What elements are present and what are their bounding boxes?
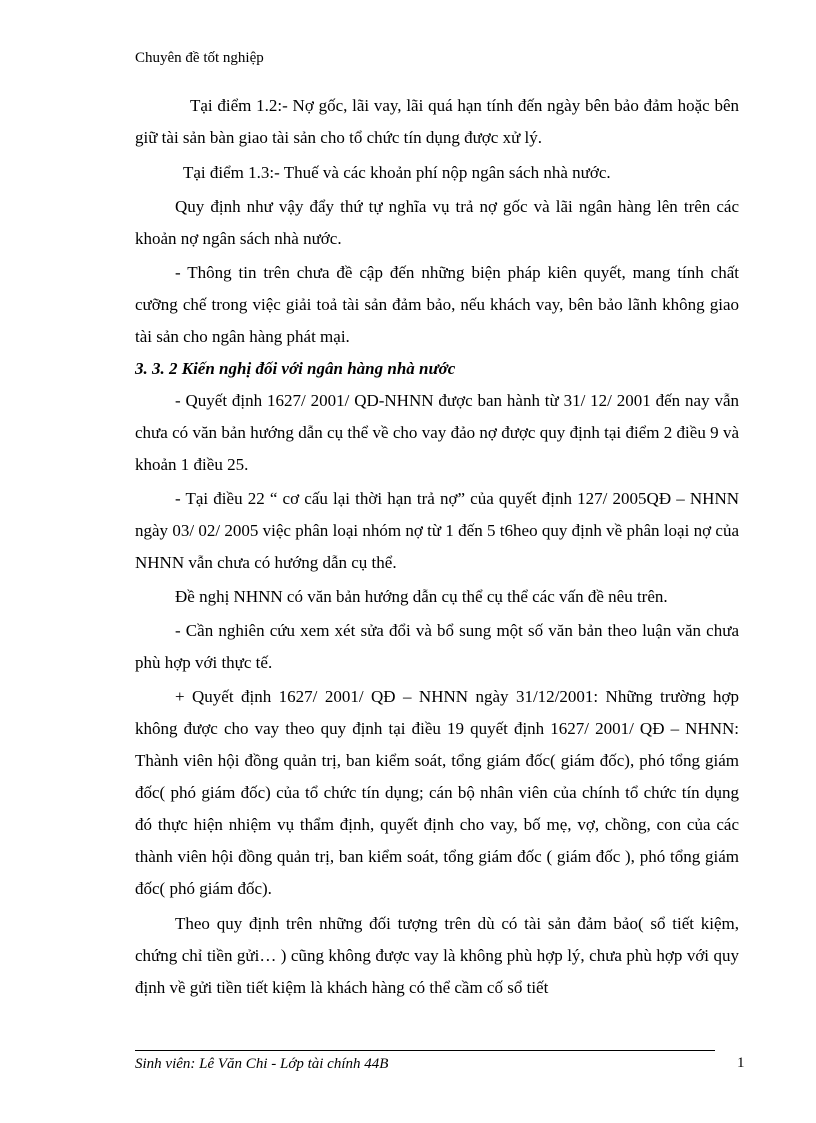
page-number: 1 [737, 1055, 745, 1071]
paragraph: - Tại điều 22 “ cơ cấu lại thời hạn trả nợ” của quyết định 127/ 2005QĐ – NHNN ngày 03/ 02/ 2005 việc phân loại nhóm nợ từ 1 đến 5 t6heo quy định về phân loại nợ của NHNN vẫn chưa có hướng dẫn cụ thể. [135, 489, 739, 572]
paragraph: Tại điểm 1.3:- Thuế và các khoản phí nộp ngân sách nhà nước. [183, 163, 611, 182]
running-header: Chuyên đề tốt nghiệp [135, 50, 264, 66]
footer-divider [135, 1050, 715, 1051]
document-body [135, 90, 739, 1004]
paragraph: Quy định như vậy đẩy thứ tự nghĩa vụ trả nợ gốc và lãi ngân hàng lên trên các khoản nợ ngân sách nhà nước. [135, 197, 739, 248]
paragraph: - Quyết định 1627/ 2001/ QD-NHNN được ban hành từ 31/ 12/ 2001 đến nay vẫn chưa có văn bản hướng dẫn cụ thể về cho vay đảo nợ được quy định tại điểm 2 điều 9 và khoản 1 điều 25. [135, 391, 739, 474]
paragraph: Đề nghị NHNN có văn bản hướng dẫn cụ thể cụ thể các vấn đề nêu trên. [175, 587, 668, 606]
footer-student-info: Sinh viên: Lê Văn Chi - Lớp tài chính 44B [135, 1056, 389, 1072]
paragraph: - Cần nghiên cứu xem xét sửa đổi và bổ sung một số văn bản theo luận văn chưa phù hợp với thực tế. [135, 621, 739, 672]
section-heading: 3. 3. 2 Kiến nghị đối với ngân hàng nhà nước [135, 359, 456, 378]
paragraph: + Quyết định 1627/ 2001/ QĐ – NHNN ngày 31/12/2001: Những trường hợp không được cho vay theo quy định tại điều 19 quyết định 1627/ 2001/ QĐ – NHNN: Thành viên hội đồng quản trị, ban kiểm soát, tổng giám đốc( giám đốc), phó tổng giám đốc( phó giám đốc) của tổ chức tín dụng; cán bộ nhân viên của chính tổ chức tín dụng đó thực hiện nhiệm vụ thẩm định, quyết định cho vay, bố mẹ, vợ, chồng, con của các thành viên hội đồng quản trị, ban kiểm soát, tổng giám đốc ( giám đốc ), phó tổng giám đốc( phó giám đốc). [135, 687, 739, 898]
paragraph: Tại điểm 1.2:- Nợ gốc, lãi vay, lãi quá hạn tính đến ngày bên bảo đảm hoặc bên giữ tài sản bàn giao tài sản cho tổ chức tín dụng được xử lý. [135, 96, 739, 147]
paragraph: - Thông tin trên chưa đề cập đến những biện pháp kiên quyết, mang tính chất cưỡng chế trong việc giải toả tài sản đảm bảo, nếu khách vay, bên bảo lãnh không giao tài sản cho ngân hàng phát mại. [135, 263, 739, 346]
paragraph: Theo quy định trên những đối tượng trên dù có tài sản đảm bảo( sổ tiết kiệm, chứng chỉ tiền gửi… ) cũng không được vay là không phù hợp lý, chưa phù hợp với quy định về gửi tiền tiết kiệm là khách hàng có thể cầm cố sổ tiết [135, 914, 739, 997]
